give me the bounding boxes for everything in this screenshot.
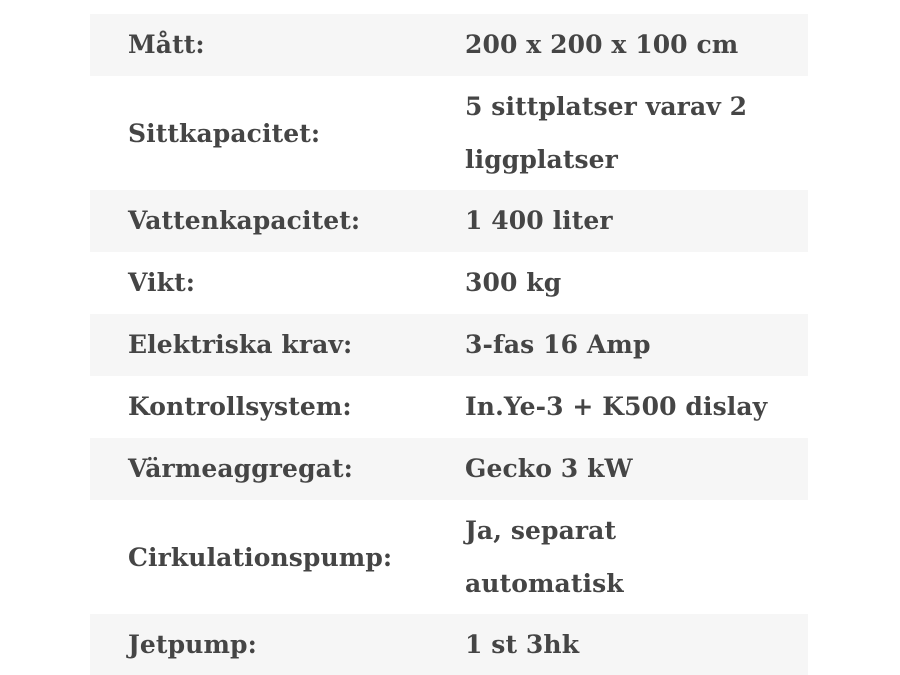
- spec-value: 1 st 3hk: [465, 614, 808, 675]
- spec-value: [465, 500, 808, 614]
- spec-row-matt: [90, 14, 808, 76]
- spec-row-kontrollsystem: [90, 376, 808, 438]
- spec-label: Cirkulationspump:: [128, 542, 393, 572]
- spec-value: 1 400 liter: [465, 190, 808, 252]
- spec-label: Värmeaggregat:: [90, 438, 465, 500]
- spec-row-cirkulationspump: [90, 500, 808, 614]
- spec-label: Vikt:: [128, 268, 196, 297]
- spec-value-line: liggplatser: [465, 145, 618, 174]
- spec-value: 300 kg: [465, 268, 562, 297]
- spec-label: Sittkapacitet:: [128, 118, 321, 148]
- spec-row-elektriska-krav: [90, 314, 808, 376]
- spec-row-jetpump: [90, 614, 808, 675]
- spec-value-line: 5 sittplatser varav 2: [465, 92, 748, 121]
- spec-value: Gecko 3 kW: [465, 438, 808, 500]
- spec-row-vattenkapacitet: [90, 190, 808, 252]
- spec-value-line: Ja, separat: [465, 516, 617, 545]
- spec-value: 3-fas 16 Amp: [465, 314, 808, 376]
- spec-row-sittkapacitet: [90, 76, 808, 190]
- spec-label: Elektriska krav:: [90, 314, 465, 376]
- spec-table: [90, 14, 808, 675]
- spec-row-varmeaggregat: [90, 438, 808, 500]
- spec-value: In.Ye-3 + K500 dislay: [465, 392, 768, 421]
- spec-label: Jetpump:: [90, 614, 465, 675]
- spec-label: Mått:: [90, 14, 465, 76]
- spec-value: [465, 76, 808, 190]
- spec-label: Kontrollsystem:: [128, 392, 352, 421]
- spec-value-line: automatisk: [465, 569, 624, 598]
- spec-label: Vattenkapacitet:: [90, 190, 465, 252]
- spec-value: 200 x 200 x 100 cm: [465, 14, 808, 76]
- spec-row-vikt: [90, 252, 808, 314]
